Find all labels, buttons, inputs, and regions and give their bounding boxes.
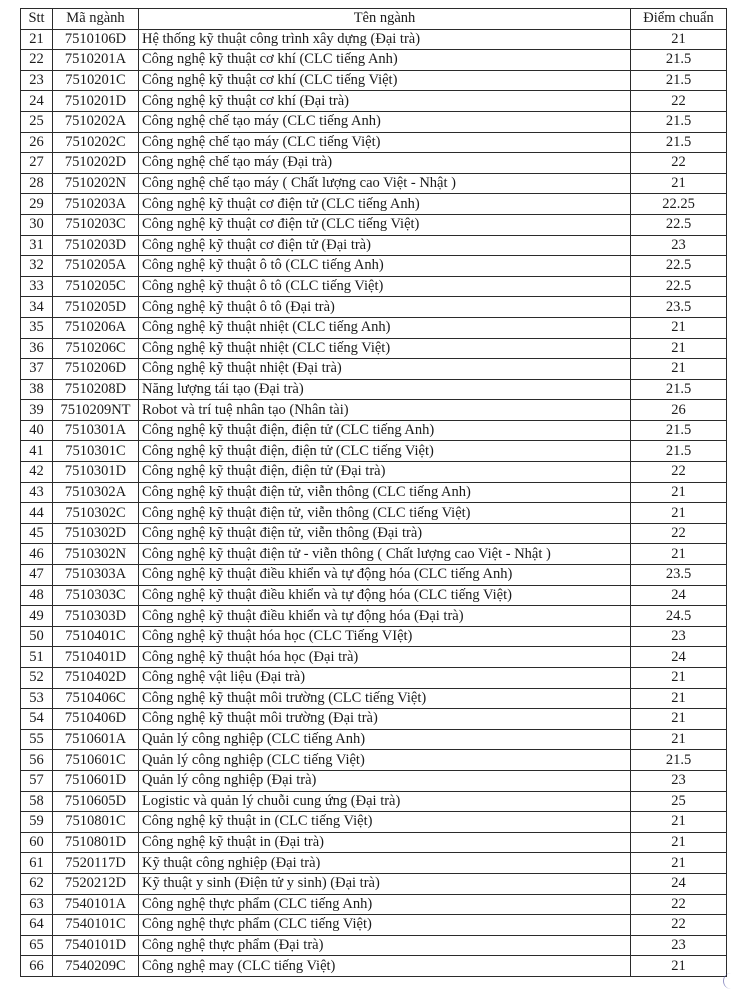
table-row <box>21 276 727 297</box>
row-name: Công nghệ kỹ thuật môi trường (Đại trà) <box>139 709 631 730</box>
row-name: Công nghệ kỹ thuật nhiệt (CLC tiếng Việt) <box>139 338 631 359</box>
table-row <box>21 915 727 936</box>
row-stt: 34 <box>21 297 53 318</box>
row-stt: 50 <box>21 626 53 647</box>
table-row <box>21 606 727 627</box>
row-score: 21 <box>631 317 727 338</box>
table-row <box>21 297 727 318</box>
row-code: 7520212D <box>53 873 139 894</box>
row-name: Công nghệ kỹ thuật điều khiển và tự động hóa (CLC tiếng Việt) <box>139 585 631 606</box>
row-code: 7510302N <box>53 544 139 565</box>
row-name: Công nghệ chế tạo máy (CLC tiếng Việt) <box>139 132 631 153</box>
row-code: 7540209C <box>53 956 139 977</box>
row-stt: 49 <box>21 606 53 627</box>
row-code: 7510801D <box>53 832 139 853</box>
row-score: 21 <box>631 832 727 853</box>
table-row <box>21 214 727 235</box>
row-score: 23.5 <box>631 297 727 318</box>
row-stt: 58 <box>21 791 53 812</box>
row-code: 7510202C <box>53 132 139 153</box>
row-stt: 22 <box>21 50 53 71</box>
row-stt: 57 <box>21 770 53 791</box>
row-score: 21 <box>631 359 727 380</box>
row-code: 7510208D <box>53 379 139 400</box>
row-code: 7510206D <box>53 359 139 380</box>
table-row <box>21 400 727 421</box>
row-name: Công nghệ kỹ thuật nhiệt (Đại trà) <box>139 359 631 380</box>
row-name: Công nghệ kỹ thuật hóa học (CLC Tiếng VIệt) <box>139 626 631 647</box>
row-code: 7540101A <box>53 894 139 915</box>
row-name: Công nghệ chế tạo máy ( Chất lượng cao Việt - Nhật ) <box>139 173 631 194</box>
row-score: 25 <box>631 791 727 812</box>
row-score: 24.5 <box>631 606 727 627</box>
row-name: Công nghệ kỹ thuật cơ điện tử (CLC tiếng Việt) <box>139 214 631 235</box>
row-name: Công nghệ kỹ thuật nhiệt (CLC tiếng Anh) <box>139 317 631 338</box>
row-name: Công nghệ kỹ thuật in (Đại trà) <box>139 832 631 853</box>
row-name: Quản lý công nghiệp (CLC tiếng Việt) <box>139 750 631 771</box>
table-row <box>21 853 727 874</box>
row-code: 7510605D <box>53 791 139 812</box>
row-name: Công nghệ kỹ thuật cơ điện tử (Đại trà) <box>139 235 631 256</box>
row-score: 24 <box>631 585 727 606</box>
header-score: Điểm chuẩn <box>631 9 727 30</box>
row-score: 21 <box>631 173 727 194</box>
header-code: Mã ngành <box>53 9 139 30</box>
row-score: 21 <box>631 338 727 359</box>
row-code: 7510205A <box>53 256 139 277</box>
row-score: 26 <box>631 400 727 421</box>
table-row <box>21 812 727 833</box>
row-score: 23 <box>631 935 727 956</box>
table-header-row <box>21 9 727 30</box>
row-score: 22.5 <box>631 214 727 235</box>
row-score: 22 <box>631 91 727 112</box>
row-code: 7510201A <box>53 50 139 71</box>
row-code: 7510302C <box>53 503 139 524</box>
row-stt: 39 <box>21 400 53 421</box>
row-name: Công nghệ chế tạo máy (Đại trà) <box>139 153 631 174</box>
row-stt: 60 <box>21 832 53 853</box>
header-name: Tên ngành <box>139 9 631 30</box>
row-stt: 37 <box>21 359 53 380</box>
row-name: Công nghệ kỹ thuật điện, điện tử (CLC tiếng Anh) <box>139 420 631 441</box>
row-name: Công nghệ thực phẩm (Đại trà) <box>139 935 631 956</box>
row-code: 7510203D <box>53 235 139 256</box>
table-row <box>21 729 727 750</box>
row-score: 24 <box>631 873 727 894</box>
table-row <box>21 873 727 894</box>
row-score: 22.25 <box>631 194 727 215</box>
row-stt: 44 <box>21 503 53 524</box>
row-code: 7510406D <box>53 709 139 730</box>
row-stt: 27 <box>21 153 53 174</box>
table-row <box>21 709 727 730</box>
table-row <box>21 482 727 503</box>
row-score: 23 <box>631 235 727 256</box>
row-stt: 61 <box>21 853 53 874</box>
row-stt: 52 <box>21 668 53 689</box>
admission-scores-sheet <box>20 8 726 977</box>
row-score: 22.5 <box>631 276 727 297</box>
row-code: 7510601A <box>53 729 139 750</box>
row-name: Công nghệ kỹ thuật in (CLC tiếng Việt) <box>139 812 631 833</box>
row-score: 21 <box>631 729 727 750</box>
row-stt: 66 <box>21 956 53 977</box>
row-code: 7510601C <box>53 750 139 771</box>
table-row <box>21 647 727 668</box>
row-score: 22 <box>631 915 727 936</box>
row-stt: 31 <box>21 235 53 256</box>
table-row <box>21 359 727 380</box>
row-name: Công nghệ kỹ thuật điện tử - viễn thông ( Chất lượng cao Việt - Nhật ) <box>139 544 631 565</box>
table-row <box>21 317 727 338</box>
row-stt: 26 <box>21 132 53 153</box>
row-stt: 53 <box>21 688 53 709</box>
row-code: 7510202A <box>53 111 139 132</box>
table-row <box>21 379 727 400</box>
table-row <box>21 626 727 647</box>
table-row <box>21 153 727 174</box>
row-score: 21 <box>631 503 727 524</box>
row-code: 7510303A <box>53 565 139 586</box>
table-row <box>21 256 727 277</box>
row-code: 7510402D <box>53 668 139 689</box>
row-stt: 29 <box>21 194 53 215</box>
row-stt: 62 <box>21 873 53 894</box>
row-code: 7510106D <box>53 29 139 50</box>
table-row <box>21 462 727 483</box>
row-name: Công nghệ kỹ thuật hóa học (Đại trà) <box>139 647 631 668</box>
row-code: 7510406C <box>53 688 139 709</box>
table-row <box>21 503 727 524</box>
row-stt: 21 <box>21 29 53 50</box>
row-score: 21 <box>631 688 727 709</box>
row-name: Công nghệ thực phẩm (CLC tiếng Anh) <box>139 894 631 915</box>
row-name: Công nghệ thực phẩm (CLC tiếng Việt) <box>139 915 631 936</box>
row-stt: 47 <box>21 565 53 586</box>
row-code: 7510203C <box>53 214 139 235</box>
row-score: 22.5 <box>631 256 727 277</box>
row-stt: 45 <box>21 523 53 544</box>
table-row <box>21 832 727 853</box>
row-score: 21.5 <box>631 750 727 771</box>
table-row <box>21 668 727 689</box>
table-row <box>21 770 727 791</box>
row-name: Công nghệ kỹ thuật điện tử, viễn thông (CLC tiếng Việt) <box>139 503 631 524</box>
row-score: 21 <box>631 853 727 874</box>
row-name: Công nghệ kỹ thuật ô tô (CLC tiếng Việt) <box>139 276 631 297</box>
row-code: 7510303D <box>53 606 139 627</box>
table-row <box>21 194 727 215</box>
table-row <box>21 235 727 256</box>
row-score: 21 <box>631 668 727 689</box>
row-name: Công nghệ kỹ thuật cơ khí (Đại trà) <box>139 91 631 112</box>
table-row <box>21 338 727 359</box>
row-name: Công nghệ kỹ thuật điện tử, viễn thông (Đại trà) <box>139 523 631 544</box>
row-code: 7510205C <box>53 276 139 297</box>
row-score: 21 <box>631 544 727 565</box>
row-code: 7510401D <box>53 647 139 668</box>
row-code: 7510601D <box>53 770 139 791</box>
row-stt: 65 <box>21 935 53 956</box>
table-body <box>21 29 727 976</box>
row-code: 7510301A <box>53 420 139 441</box>
row-name: Công nghệ kỹ thuật cơ điện tử (CLC tiếng Anh) <box>139 194 631 215</box>
row-stt: 35 <box>21 317 53 338</box>
row-name: Công nghệ kỹ thuật ô tô (Đại trà) <box>139 297 631 318</box>
row-code: 7510202D <box>53 153 139 174</box>
row-code: 7510201D <box>53 91 139 112</box>
row-score: 23 <box>631 770 727 791</box>
row-code: 7510202N <box>53 173 139 194</box>
row-score: 21.5 <box>631 441 727 462</box>
row-stt: 30 <box>21 214 53 235</box>
row-score: 22 <box>631 153 727 174</box>
header-stt: Stt <box>21 9 53 30</box>
row-score: 21.5 <box>631 50 727 71</box>
row-name: Công nghệ kỹ thuật cơ khí (CLC tiếng Anh) <box>139 50 631 71</box>
row-score: 21.5 <box>631 420 727 441</box>
table-row <box>21 173 727 194</box>
row-score: 22 <box>631 462 727 483</box>
row-stt: 56 <box>21 750 53 771</box>
row-name: Công nghệ kỹ thuật điện, điện tử (Đại trà) <box>139 462 631 483</box>
row-stt: 64 <box>21 915 53 936</box>
row-name: Công nghệ kỹ thuật môi trường (CLC tiếng Việt) <box>139 688 631 709</box>
row-name: Công nghệ kỹ thuật cơ khí (CLC tiếng Việt) <box>139 70 631 91</box>
row-stt: 59 <box>21 812 53 833</box>
row-code: 7510303C <box>53 585 139 606</box>
row-code: 7510206C <box>53 338 139 359</box>
table-row <box>21 132 727 153</box>
row-stt: 42 <box>21 462 53 483</box>
row-stt: 55 <box>21 729 53 750</box>
table-row <box>21 956 727 977</box>
table-row <box>21 29 727 50</box>
row-code: 7540101D <box>53 935 139 956</box>
row-score: 21.5 <box>631 111 727 132</box>
row-stt: 33 <box>21 276 53 297</box>
admission-scores-table <box>20 8 727 977</box>
row-score: 21 <box>631 482 727 503</box>
row-stt: 54 <box>21 709 53 730</box>
table-row <box>21 420 727 441</box>
row-name: Robot và trí tuệ nhân tạo (Nhân tài) <box>139 400 631 421</box>
row-stt: 43 <box>21 482 53 503</box>
row-score: 21 <box>631 29 727 50</box>
row-stt: 28 <box>21 173 53 194</box>
row-score: 23.5 <box>631 565 727 586</box>
row-score: 21.5 <box>631 132 727 153</box>
row-code: 7510206A <box>53 317 139 338</box>
table-row <box>21 441 727 462</box>
table-row <box>21 791 727 812</box>
table-row <box>21 523 727 544</box>
row-code: 7510209NT <box>53 400 139 421</box>
row-name: Năng lượng tái tạo (Đại trà) <box>139 379 631 400</box>
row-code: 7510302D <box>53 523 139 544</box>
row-code: 7510401C <box>53 626 139 647</box>
row-name: Công nghệ may (CLC tiếng Việt) <box>139 956 631 977</box>
row-stt: 25 <box>21 111 53 132</box>
row-name: Kỹ thuật y sinh (Điện tử y sinh) (Đại trà) <box>139 873 631 894</box>
row-score: 21.5 <box>631 379 727 400</box>
row-name: Công nghệ vật liệu (Đại trà) <box>139 668 631 689</box>
row-code: 7510205D <box>53 297 139 318</box>
row-stt: 40 <box>21 420 53 441</box>
corner-pen-mark <box>723 973 734 989</box>
table-row <box>21 50 727 71</box>
row-code: 7540101C <box>53 915 139 936</box>
row-code: 7510203A <box>53 194 139 215</box>
row-code: 7510201C <box>53 70 139 91</box>
row-score: 21.5 <box>631 70 727 91</box>
row-code: 7510301C <box>53 441 139 462</box>
row-code: 7510301D <box>53 462 139 483</box>
row-score: 21 <box>631 956 727 977</box>
table-row <box>21 935 727 956</box>
row-name: Quản lý công nghiệp (CLC tiếng Anh) <box>139 729 631 750</box>
row-name: Hệ thống kỹ thuật công trình xây dựng (Đại trà) <box>139 29 631 50</box>
row-code: 7510302A <box>53 482 139 503</box>
row-stt: 48 <box>21 585 53 606</box>
table-row <box>21 544 727 565</box>
row-stt: 46 <box>21 544 53 565</box>
row-name: Kỹ thuật công nghiệp (Đại trà) <box>139 853 631 874</box>
row-name: Công nghệ kỹ thuật điện tử, viễn thông (CLC tiếng Anh) <box>139 482 631 503</box>
row-name: Logistic và quản lý chuỗi cung ứng (Đại trà) <box>139 791 631 812</box>
row-code: 7510801C <box>53 812 139 833</box>
table-row <box>21 111 727 132</box>
table-row <box>21 894 727 915</box>
row-score: 21 <box>631 812 727 833</box>
row-name: Công nghệ kỹ thuật điều khiển và tự động hóa (CLC tiếng Anh) <box>139 565 631 586</box>
row-stt: 32 <box>21 256 53 277</box>
row-stt: 41 <box>21 441 53 462</box>
row-stt: 23 <box>21 70 53 91</box>
table-row <box>21 565 727 586</box>
row-score: 22 <box>631 523 727 544</box>
row-name: Công nghệ kỹ thuật điện, điện tử (CLC tiếng Việt) <box>139 441 631 462</box>
row-stt: 63 <box>21 894 53 915</box>
table-row <box>21 91 727 112</box>
table-row <box>21 688 727 709</box>
row-name: Công nghệ kỹ thuật ô tô (CLC tiếng Anh) <box>139 256 631 277</box>
row-code: 7520117D <box>53 853 139 874</box>
row-name: Công nghệ chế tạo máy (CLC tiếng Anh) <box>139 111 631 132</box>
row-name: Công nghệ kỹ thuật điều khiển và tự động hóa (Đại trà) <box>139 606 631 627</box>
table-row <box>21 585 727 606</box>
row-score: 24 <box>631 647 727 668</box>
row-stt: 38 <box>21 379 53 400</box>
table-row <box>21 70 727 91</box>
row-stt: 51 <box>21 647 53 668</box>
row-score: 23 <box>631 626 727 647</box>
table-row <box>21 750 727 771</box>
row-stt: 36 <box>21 338 53 359</box>
row-stt: 24 <box>21 91 53 112</box>
row-name: Quản lý công nghiệp (Đại trà) <box>139 770 631 791</box>
row-score: 21 <box>631 709 727 730</box>
row-score: 22 <box>631 894 727 915</box>
